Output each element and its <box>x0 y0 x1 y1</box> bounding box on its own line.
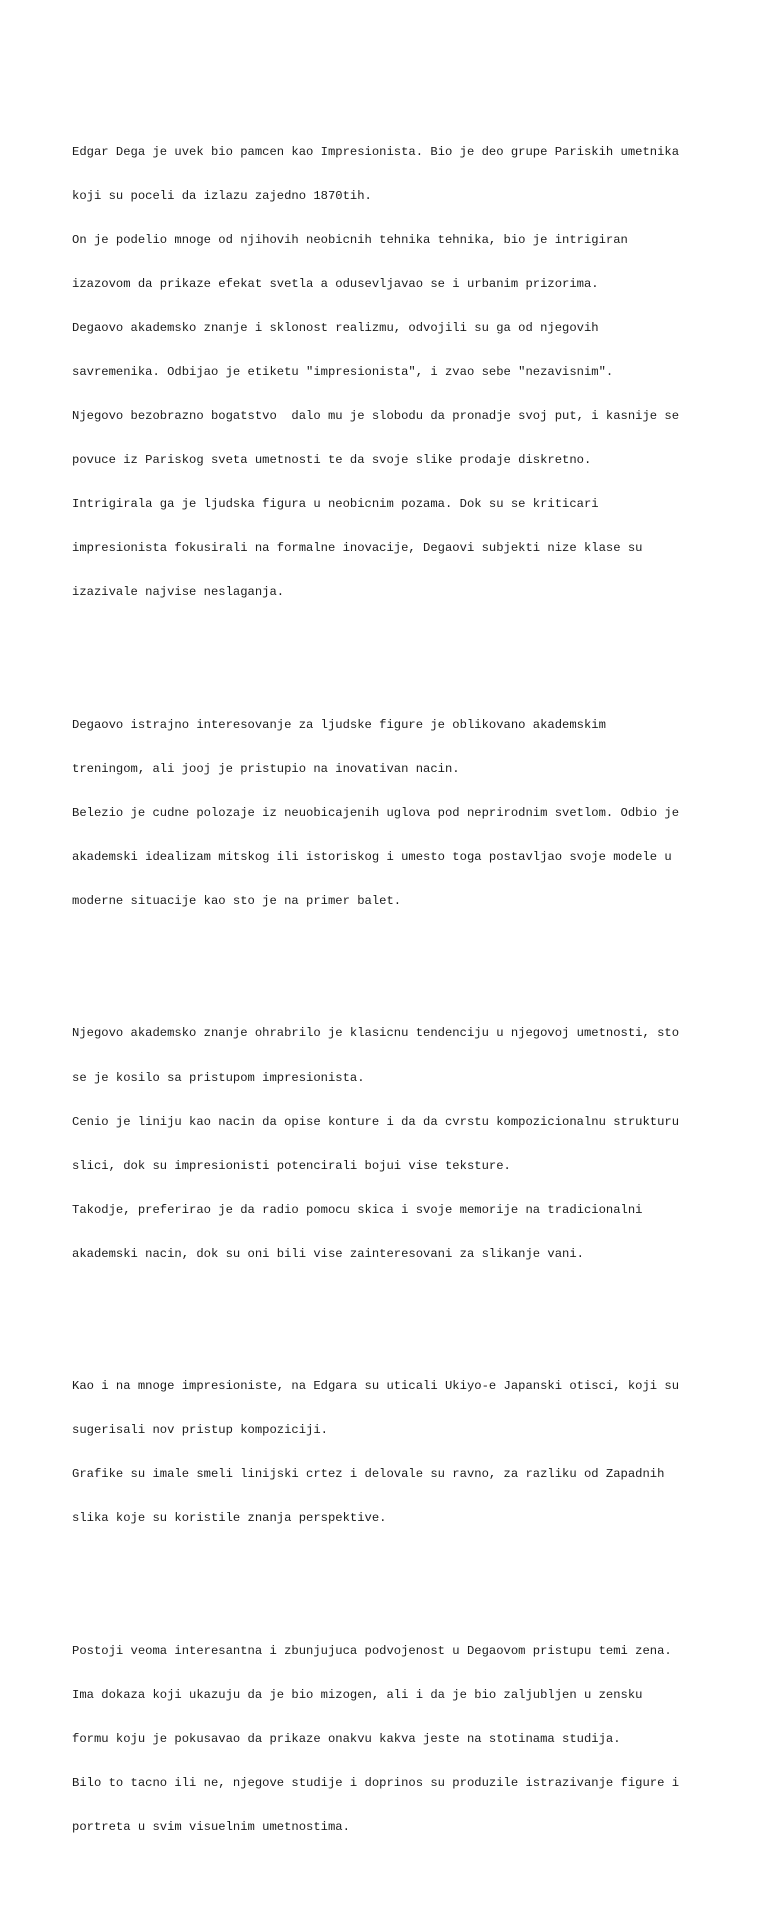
text-line: Njegovo akademsko znanje ohrabrilo je klasicnu tendenciju u njegovoj umetnosti, sto <box>72 1026 680 1041</box>
text-line: moderne situacije kao sto je na primer balet. <box>72 894 402 909</box>
text-line: Edgar Dega je uvek bio pamcen kao Impresionista. Bio je deo grupe Pariskih umetnika <box>72 144 680 159</box>
paragraph-2 <box>72 688 712 938</box>
text-line: formu koju je pokusavao da prikaze onakvu kakva jeste na stotinama studija. <box>72 1731 621 1746</box>
text-line: akademski idealizam mitskog ili istoriskog i umesto toga postavljao svoje modele u <box>72 850 672 865</box>
text-line: Cenio je liniju kao nacin da opise konture i da da cvrstu kompozicionalnu strukturu <box>72 1114 680 1129</box>
text-line: Degaovo akademsko znanje i sklonost realizmu, odvojili su ga od njegovih <box>72 320 599 335</box>
text-line: sugerisali nov pristup kompoziciji. <box>72 1423 328 1438</box>
text-line: akademski nacin, dok su oni bili vise zainteresovani za slikanje vani. <box>72 1246 584 1261</box>
paragraph-5 <box>72 1614 712 1864</box>
text-line: Intrigirala ga je ljudska figura u neobicnim pozama. Dok su se kriticari <box>72 497 599 512</box>
text-line: izazivale najvise neslaganja. <box>72 585 285 600</box>
text-line: Degaovo istrajno interesovanje za ljudske figure je oblikovano akademskim <box>72 717 606 732</box>
paragraph-1 <box>72 115 712 629</box>
text-line: impresionista fokusirali na formalne inovacije, Degaovi subjekti nize klase su <box>72 541 643 556</box>
paragraph-3 <box>72 997 712 1291</box>
text-line: treningom, ali jooj je pristupio na inovativan nacin. <box>72 761 460 776</box>
text-line: Belezio je cudne polozaje iz neuobicajenih uglova pod neprirodnim svetlom. Odbio je <box>72 805 680 820</box>
text-line: Postoji veoma interesantna i zbunjujuca podvojenost u Degaovom pristupu temi zena. <box>72 1643 672 1658</box>
text-line: Grafike su imale smeli linijski crtez i delovale su ravno, za razliku od Zapadnih <box>72 1467 665 1482</box>
document-body <box>72 71 712 1923</box>
text-line: povuce iz Pariskog sveta umetnosti te da svoje slike prodaje diskretno. <box>72 453 592 468</box>
text-line: se je kosilo sa pristupom impresionista. <box>72 1070 365 1085</box>
text-line: koji su poceli da izlazu zajedno 1870tih. <box>72 188 372 203</box>
text-line: portreta u svim visuelnim umetnostima. <box>72 1820 350 1835</box>
text-line: Kao i na mnoge impresioniste, na Edgara su uticali Ukiyo-e Japanski otisci, koji su <box>72 1379 680 1394</box>
text-line: Njegovo bezobrazno bogatstvo dalo mu je slobodu da pronadje svoj put, i kasnije se <box>72 409 680 424</box>
text-line: savremenika. Odbijao je etiketu "impresionista", i zvao sebe "nezavisnim". <box>72 364 614 379</box>
paragraph-4 <box>72 1350 712 1556</box>
text-line: izazovom da prikaze efekat svetla a odusevljavao se i urbanim prizorima. <box>72 276 599 291</box>
text-line: Bilo to tacno ili ne, njegove studije i doprinos su produzile istrazivanje figure i <box>72 1776 680 1791</box>
text-line: Ima dokaza koji ukazuju da je bio mizogen, ali i da je bio zaljubljen u zensku <box>72 1687 643 1702</box>
text-line: slika koje su koristile znanja perspektive. <box>72 1511 387 1526</box>
text-line: Takodje, preferirao je da radio pomocu skica i svoje memorije na tradicionalni <box>72 1202 643 1217</box>
text-line: On je podelio mnoge od njihovih neobicnih tehnika tehnika, bio je intrigiran <box>72 232 628 247</box>
text-line: slici, dok su impresionisti potencirali bojui vise teksture. <box>72 1158 511 1173</box>
